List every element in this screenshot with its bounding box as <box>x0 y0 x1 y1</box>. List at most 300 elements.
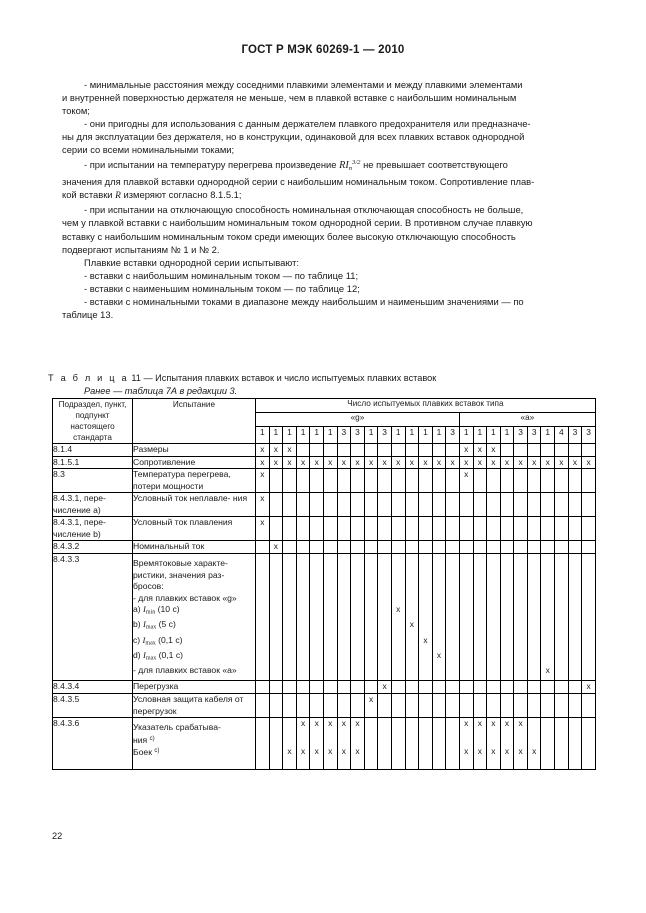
table-row <box>53 581 596 593</box>
row-cell-19 <box>500 693 514 717</box>
row-cell-4 <box>296 553 310 569</box>
row-cell-15 <box>446 493 460 517</box>
header-count-14: 1 <box>432 427 446 444</box>
row-cell-13 <box>419 650 433 665</box>
row-cell-24 <box>568 665 582 681</box>
row-cell-15 <box>446 541 460 554</box>
p3-a: - при испытании на температуру перегрева произведение <box>84 159 337 171</box>
row-mark-3: x <box>283 444 297 457</box>
tc-sub-rest: (10 c) <box>155 604 180 615</box>
row-cell-18 <box>487 553 501 569</box>
row-cell-10 <box>378 444 392 457</box>
row-cell-25 <box>582 604 596 619</box>
table-row <box>53 734 596 747</box>
row-cell-25 <box>582 746 596 769</box>
row-cell-18 <box>487 570 501 582</box>
row-cell-9 <box>364 444 378 457</box>
row-section: 8.4.3.3 <box>53 553 133 680</box>
row-cell-23 <box>555 693 569 717</box>
row-mark-16: x <box>459 444 473 457</box>
row-cell-4 <box>296 650 310 665</box>
row-cell-20 <box>514 665 528 681</box>
row-cell-3 <box>283 469 297 493</box>
row-cell-2 <box>269 517 283 541</box>
row-mark-12: x <box>405 456 419 469</box>
row-cell-1 <box>256 665 270 681</box>
row-cell-6 <box>323 469 337 493</box>
row-cell-16 <box>459 650 473 665</box>
row-cell-5 <box>310 570 324 582</box>
row-cell-16 <box>459 635 473 650</box>
row-cell-25 <box>582 665 596 681</box>
row-cell-17 <box>473 734 487 747</box>
row-mark-23: x <box>555 456 569 469</box>
row-mark-17: x <box>473 746 487 769</box>
row-test-name: Температура перегрева, потери мощности <box>133 469 256 493</box>
row-cell-23 <box>555 665 569 681</box>
row-cell-1 <box>256 553 270 569</box>
row-cell-15 <box>446 553 460 569</box>
row-cell-19 <box>500 619 514 634</box>
header-count-25: 3 <box>582 427 596 444</box>
tc-head-line: бросов: <box>133 581 164 592</box>
row-cell-17 <box>473 570 487 582</box>
row-cell-23 <box>555 650 569 665</box>
row-cell-21 <box>527 665 541 681</box>
row-cell-2 <box>269 746 283 769</box>
row-cell-1 <box>256 681 270 694</box>
row-mark-6: x <box>323 718 337 734</box>
row-cell-24 <box>568 444 582 457</box>
row-mark-18: x <box>487 456 501 469</box>
row-cell-11 <box>391 469 405 493</box>
row-cell-22 <box>541 581 555 593</box>
row-cell-24 <box>568 593 582 605</box>
row-cell-11 <box>391 553 405 569</box>
row-cell-1 <box>256 734 270 747</box>
row-cell-6 <box>323 517 337 541</box>
row-cell-8 <box>351 469 365 493</box>
row-cell-21 <box>527 734 541 747</box>
row-cell-19 <box>500 665 514 681</box>
row-cell-22 <box>541 553 555 569</box>
row-cell-11 <box>391 541 405 554</box>
row-cell-5 <box>310 665 324 681</box>
row-cell-10 <box>378 693 392 717</box>
row-cell-18 <box>487 604 501 619</box>
row-cell-9 <box>364 553 378 569</box>
row-cell-5 <box>310 553 324 569</box>
row-cell-16 <box>459 581 473 593</box>
row-cell-5 <box>310 444 324 457</box>
header-count-2: 1 <box>269 427 283 444</box>
table-row <box>53 693 596 717</box>
row-cell-16 <box>459 517 473 541</box>
page-number: 22 <box>52 831 63 841</box>
row-cell-25 <box>582 541 596 554</box>
header-count-8: 3 <box>351 427 365 444</box>
table-row <box>53 570 596 582</box>
row-cell-7 <box>337 444 351 457</box>
row-cell-14 <box>432 581 446 593</box>
row-cell-25 <box>582 593 596 605</box>
row-cell-9 <box>364 541 378 554</box>
row-cell-21 <box>527 593 541 605</box>
row-section: 8.4.3.4 <box>53 681 133 694</box>
table-row <box>53 444 596 457</box>
row-cell-15 <box>446 650 460 665</box>
row-cell-10 <box>378 718 392 734</box>
row-cell-14 <box>432 604 446 619</box>
row-cell-20 <box>514 444 528 457</box>
row-cell-11 <box>391 517 405 541</box>
row-cell-3 <box>283 593 297 605</box>
row-cell-12 <box>405 665 419 681</box>
header-count-12: 1 <box>405 427 419 444</box>
table-caption <box>48 372 588 398</box>
row-cell-2 <box>269 734 283 747</box>
row-cell-18 <box>487 693 501 717</box>
row-test-name: Условный ток неплавле- ния <box>133 493 256 517</box>
header-type-g: «g» <box>256 413 460 427</box>
table-label: Т а б л и ц а <box>48 373 129 383</box>
row-cell-9 <box>364 469 378 493</box>
row-cell-13 <box>419 570 433 582</box>
row-cell-16 <box>459 619 473 634</box>
row-cell-4 <box>296 581 310 593</box>
row-cell-14 <box>432 493 446 517</box>
row-cell-14 <box>432 693 446 717</box>
row-mark-21: x <box>527 746 541 769</box>
row-cell-24 <box>568 718 582 734</box>
row-cell-12 <box>405 635 419 650</box>
row-cell-15 <box>446 469 460 493</box>
row-cell-23 <box>555 493 569 517</box>
row-cell-5 <box>310 635 324 650</box>
row-mark-17: x <box>473 718 487 734</box>
row-section: 8.4.3.2 <box>53 541 133 554</box>
row-cell-2 <box>269 665 283 681</box>
row-cell-6 <box>323 650 337 665</box>
row-cell-5 <box>310 593 324 605</box>
row-cell-13 <box>419 581 433 593</box>
row-cell-3 <box>283 517 297 541</box>
row-cell-22 <box>541 650 555 665</box>
row-cell-10 <box>378 541 392 554</box>
row-cell-3 <box>283 493 297 517</box>
row-cell-20 <box>514 734 528 747</box>
row-cell-8 <box>351 619 365 634</box>
row-cell-22 <box>541 693 555 717</box>
row-mark-15: x <box>446 456 460 469</box>
row-cell-14 <box>432 469 446 493</box>
row-test-name <box>133 746 256 769</box>
row-cell-5 <box>310 581 324 593</box>
row-cell-10 <box>378 619 392 634</box>
row-cell-4 <box>296 681 310 694</box>
striker-label: Боек <box>133 747 155 758</box>
row-cell-13 <box>419 604 433 619</box>
row-cell-8 <box>351 570 365 582</box>
row-cell-6 <box>323 619 337 634</box>
row-cell-24 <box>568 693 582 717</box>
p4-l4: подвергают испытаниям № 1 и № 2. <box>62 243 220 255</box>
row-cell-16 <box>459 593 473 605</box>
row-cell-24 <box>568 469 582 493</box>
row-cell-14 <box>432 593 446 605</box>
footnote-ref-c: c) <box>149 735 155 742</box>
table-row <box>53 635 596 650</box>
row-cell-12 <box>405 604 419 619</box>
tc-sub-letter: d) <box>133 649 144 660</box>
row-cell-7 <box>337 650 351 665</box>
row-cell-22 <box>541 593 555 605</box>
row-cell-19 <box>500 635 514 650</box>
row-cell-11 <box>391 746 405 769</box>
table-row <box>53 650 596 665</box>
row-section: 8.3 <box>53 469 133 493</box>
header-count-11: 1 <box>391 427 405 444</box>
row-cell-10 <box>378 593 392 605</box>
row-cell-17 <box>473 541 487 554</box>
row-cell-15 <box>446 681 460 694</box>
row-cell-22 <box>541 619 555 634</box>
row-cell-1 <box>256 718 270 734</box>
row-cell-8 <box>351 593 365 605</box>
row-mark-1: x <box>256 444 270 457</box>
row-cell-17 <box>473 581 487 593</box>
row-cell-20 <box>514 619 528 634</box>
p2-l3: серии со всеми номинальными токами; <box>62 144 235 156</box>
row-cell-10 <box>378 581 392 593</box>
row-cell-2 <box>269 619 283 634</box>
row-cell-25 <box>582 517 596 541</box>
row-cell-19 <box>500 581 514 593</box>
row-cell-22 <box>541 541 555 554</box>
table-head <box>53 399 596 444</box>
row-cell-5 <box>310 681 324 694</box>
row-cell-21 <box>527 693 541 717</box>
row-cell-4 <box>296 570 310 582</box>
row-cell-3 <box>283 734 297 747</box>
row-cell-13 <box>419 734 433 747</box>
p3-l3b: измеряют согласно 8.1.5.1; <box>123 189 242 201</box>
row-mark-7: x <box>337 746 351 769</box>
row-cell-15 <box>446 593 460 605</box>
row-cell-16 <box>459 734 473 747</box>
row-cell-19 <box>500 593 514 605</box>
tc-sub-rest: (0,1 c) <box>156 649 183 660</box>
row-cell-3 <box>283 553 297 569</box>
p5-l3: - вставки с наименьшим номинальным током — по таблице 12; <box>84 282 360 294</box>
row-section: 8.4.3.6 <box>53 718 133 770</box>
row-cell-20 <box>514 469 528 493</box>
row-cell-2 <box>269 650 283 665</box>
row-cell-25 <box>582 444 596 457</box>
row-cell-7 <box>337 734 351 747</box>
row-cell-25 <box>582 693 596 717</box>
row-cell-9 <box>364 746 378 769</box>
row-cell-3 <box>283 635 297 650</box>
row-mark-4: x <box>296 456 310 469</box>
row-cell-2 <box>269 570 283 582</box>
row-cell-18 <box>487 541 501 554</box>
row-cell-16 <box>459 553 473 569</box>
table-row <box>53 469 596 493</box>
row-mark-22: x <box>541 456 555 469</box>
row-mark-12: x <box>405 619 419 634</box>
row-mark-25: x <box>582 456 596 469</box>
row-cell-12 <box>405 517 419 541</box>
row-cell-18 <box>487 593 501 605</box>
row-cell-4 <box>296 604 310 619</box>
p2-l2: ны для эксплуатации без держателя, но в конструкции, одинаковой для всех плавких вставок однородной <box>62 131 525 143</box>
row-cell-12 <box>405 650 419 665</box>
formula-ri <box>339 160 360 171</box>
row-mark-6: x <box>323 746 337 769</box>
row-cell-17 <box>473 693 487 717</box>
row-cell-19 <box>500 553 514 569</box>
row-cell-18 <box>487 635 501 650</box>
row-cell-11 <box>391 681 405 694</box>
row-cell-2 <box>269 693 283 717</box>
row-mark-14: x <box>432 456 446 469</box>
row-cell-21 <box>527 570 541 582</box>
row-cell-6 <box>323 604 337 619</box>
tests-table <box>52 398 596 770</box>
row-cell-11 <box>391 619 405 634</box>
row-cell-23 <box>555 581 569 593</box>
p4-l1: - при испытании на отключающую способность номинальная отключающая способность не больше, <box>84 204 524 216</box>
row-cell-4 <box>296 665 310 681</box>
row-cell-3 <box>283 681 297 694</box>
tc-sub-item <box>133 604 180 614</box>
tc-sub-symbol: $I_{max}$ <box>142 634 156 647</box>
row-cell-15 <box>446 619 460 634</box>
row-mark-4: x <box>296 718 310 734</box>
row-mark-5: x <box>310 456 324 469</box>
row-cell-1 <box>256 581 270 593</box>
row-cell-3 <box>283 581 297 593</box>
row-cell-2 <box>269 604 283 619</box>
header-type-a: «a» <box>459 413 595 427</box>
row-cell-10 <box>378 635 392 650</box>
table-row <box>53 619 596 634</box>
row-cell-22 <box>541 681 555 694</box>
paragraph-4 <box>62 203 584 255</box>
row-cell-20 <box>514 593 528 605</box>
row-mark-20: x <box>514 456 528 469</box>
table-row <box>53 553 596 569</box>
row-cell-8 <box>351 493 365 517</box>
row-cell-8 <box>351 444 365 457</box>
row-cell-8 <box>351 734 365 747</box>
p3-b: не превышает соответствующего <box>363 159 508 171</box>
header-count-19: 1 <box>500 427 514 444</box>
row-cell-25 <box>582 734 596 747</box>
tc-sub-subscript: max <box>145 640 156 647</box>
row-test-name <box>133 581 256 593</box>
tc-sub-rest: (0,1 c) <box>155 634 183 645</box>
row-cell-23 <box>555 541 569 554</box>
row-cell-20 <box>514 581 528 593</box>
row-cell-17 <box>473 681 487 694</box>
row-cell-25 <box>582 619 596 634</box>
row-cell-4 <box>296 734 310 747</box>
row-cell-12 <box>405 593 419 605</box>
row-cell-22 <box>541 570 555 582</box>
row-mark-10: x <box>378 456 392 469</box>
symbol-r: R <box>115 191 121 202</box>
row-cell-15 <box>446 665 460 681</box>
row-cell-25 <box>582 718 596 734</box>
row-mark-11: x <box>391 456 405 469</box>
table-row <box>53 665 596 681</box>
row-cell-13 <box>419 593 433 605</box>
header-test: Испытание <box>133 399 256 444</box>
table-row <box>53 604 596 619</box>
row-cell-6 <box>323 581 337 593</box>
row-cell-13 <box>419 619 433 634</box>
row-cell-17 <box>473 469 487 493</box>
row-cell-12 <box>405 469 419 493</box>
row-cell-13 <box>419 553 433 569</box>
row-cell-15 <box>446 517 460 541</box>
row-cell-24 <box>568 517 582 541</box>
row-cell-3 <box>283 693 297 717</box>
row-mark-19: x <box>500 456 514 469</box>
row-cell-8 <box>351 517 365 541</box>
row-cell-23 <box>555 469 569 493</box>
row-cell-21 <box>527 635 541 650</box>
row-cell-22 <box>541 444 555 457</box>
row-cell-5 <box>310 493 324 517</box>
row-cell-10 <box>378 650 392 665</box>
row-cell-11 <box>391 593 405 605</box>
row-cell-15 <box>446 581 460 593</box>
paragraph-5 <box>62 256 584 321</box>
row-cell-8 <box>351 635 365 650</box>
row-cell-3 <box>283 665 297 681</box>
tc-a-line: - для плавких вставок «a» <box>133 664 237 675</box>
row-cell-9 <box>364 619 378 634</box>
row-cell-21 <box>527 581 541 593</box>
row-cell-7 <box>337 493 351 517</box>
row-cell-25 <box>582 493 596 517</box>
row-cell-21 <box>527 469 541 493</box>
row-mark-7: x <box>337 456 351 469</box>
row-mark-20: x <box>514 718 528 734</box>
row-mark-17: x <box>473 456 487 469</box>
row-test-name <box>133 635 256 650</box>
row-cell-13 <box>419 718 433 734</box>
row-cell-8 <box>351 604 365 619</box>
row-cell-18 <box>487 619 501 634</box>
row-cell-10 <box>378 604 392 619</box>
row-cell-24 <box>568 650 582 665</box>
row-cell-10 <box>378 553 392 569</box>
table-container <box>52 398 596 770</box>
row-mark-1: x <box>256 469 270 493</box>
row-cell-7 <box>337 665 351 681</box>
row-cell-24 <box>568 746 582 769</box>
row-cell-13 <box>419 493 433 517</box>
row-cell-21 <box>527 681 541 694</box>
row-section: 8.1.5.1 <box>53 456 133 469</box>
row-cell-20 <box>514 681 528 694</box>
header-count-23: 4 <box>555 427 569 444</box>
row-cell-10 <box>378 570 392 582</box>
